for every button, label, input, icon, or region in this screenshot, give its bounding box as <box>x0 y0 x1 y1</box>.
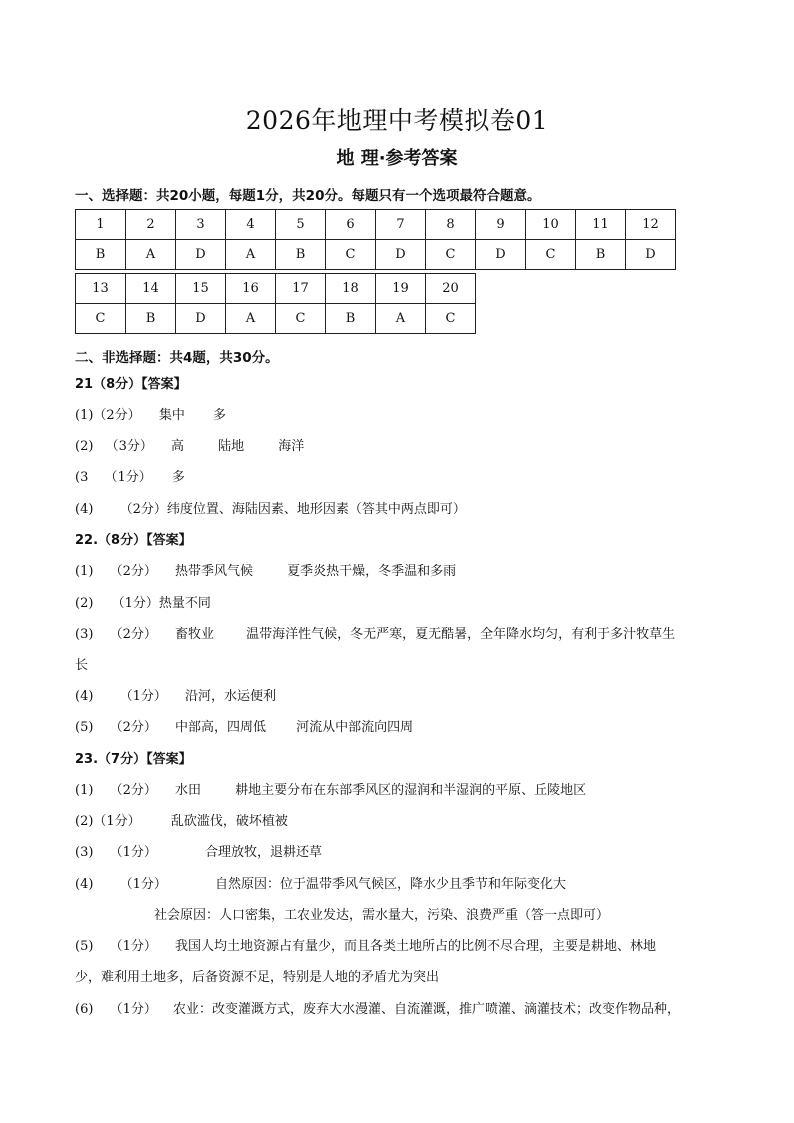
answer-number: (4) <box>75 689 94 704</box>
table-cell: B <box>276 240 326 270</box>
table-cell: 20 <box>426 274 476 304</box>
table-cell: D <box>176 304 226 334</box>
answer-score: （1分） <box>109 1002 157 1017</box>
answer-score: （2分） <box>109 783 157 798</box>
answer-text: 自然原因：位于温带季风气候区，降水少且季节和年际变化大 <box>214 877 566 892</box>
answer-score: （1分） <box>109 845 157 860</box>
answer-text: 多 <box>171 470 185 485</box>
answer-number: (4) <box>75 502 94 517</box>
table-cell: C <box>426 304 476 334</box>
answer-text: 农业：改变灌溉方式，废弃大水漫灌、自流灌溉，推广喷灌、滴灌技术；改变作物品种， <box>172 1002 680 1017</box>
q22-line-2 <box>75 596 211 612</box>
table-cell: 18 <box>326 274 376 304</box>
table-cell: A <box>376 304 426 334</box>
table-cell: 11 <box>576 210 626 240</box>
table-cell: 14 <box>126 274 176 304</box>
q21-line-4 <box>75 502 466 518</box>
table-cell: A <box>126 240 176 270</box>
answer-number: (2) <box>75 439 94 454</box>
table-cell: 3 <box>176 210 226 240</box>
answer-text: 河流从中部流向四周 <box>296 720 414 735</box>
answer-text: （1分）热量不同 <box>111 596 211 611</box>
q23-line-2 <box>75 814 288 830</box>
table-cell: 13 <box>76 274 126 304</box>
table-cell: 2 <box>126 210 176 240</box>
table-cell: B <box>326 304 376 334</box>
answer-text: 海洋 <box>278 439 305 454</box>
table-cell: B <box>126 304 176 334</box>
page-subtitle: 地 理·参考答案 <box>336 148 458 169</box>
answer-text: 多 <box>212 408 226 423</box>
answer-text: 合理放牧，退耕还草 <box>204 845 322 860</box>
answer-text: 高 <box>170 439 184 454</box>
answer-score: （2分） <box>109 564 157 579</box>
answer-text: 热带季风气候 <box>174 564 253 579</box>
answer-score: （3分） <box>105 439 153 454</box>
table-cell: 7 <box>376 210 426 240</box>
table-cell: D <box>176 240 226 270</box>
q21-line-2 <box>75 439 304 455</box>
table-cell: B <box>576 240 626 270</box>
table-cell: 10 <box>526 210 576 240</box>
answer-number: (2)（1分） <box>75 814 141 829</box>
answer-score: （2分） <box>109 720 157 735</box>
q23-line-5 <box>75 939 656 955</box>
table-cell: C <box>276 304 326 334</box>
q21-line-1 <box>75 408 226 424</box>
table-cell: 16 <box>226 274 276 304</box>
answer-table-2 <box>75 273 476 334</box>
answer-number: (3 <box>75 470 89 485</box>
table-cell: 5 <box>276 210 326 240</box>
q22-line-5 <box>75 720 413 736</box>
answer-text: 耕地主要分布在东部季风区的湿润和半湿润的平原、丘陵地区 <box>235 783 587 798</box>
table-cell: A <box>226 304 276 334</box>
q22-line-3 <box>75 627 675 643</box>
section-2-heading: 二、非选择题：共4题，共30分。 <box>75 350 279 366</box>
answer-score: （1分） <box>119 689 167 704</box>
answer-number: (1) <box>75 564 94 579</box>
table-cell: A <box>226 240 276 270</box>
answer-score: （2分） <box>109 627 157 642</box>
q23-heading: 23.（7分）【答案】 <box>75 752 192 767</box>
q21-line-3 <box>75 470 185 486</box>
q23-line-3 <box>75 845 322 861</box>
table-cell: 9 <box>476 210 526 240</box>
q22-line-3-cont: 长 <box>75 658 89 673</box>
answer-text: 夏季炎热干燥，冬季温和多雨 <box>287 564 457 579</box>
table-cell: 19 <box>376 274 426 304</box>
table-cell: C <box>526 240 576 270</box>
table-cell: D <box>626 240 676 270</box>
answer-text: 水田 <box>174 783 201 798</box>
table-cell: C <box>76 304 126 334</box>
q23-line-1 <box>75 783 586 799</box>
table-cell: 4 <box>226 210 276 240</box>
q23-line-4 <box>75 877 566 893</box>
table-cell: D <box>376 240 426 270</box>
table-row-answers <box>76 304 476 334</box>
table-cell: B <box>76 240 126 270</box>
answer-number: (5) <box>75 939 94 954</box>
table-row-answers <box>76 240 676 270</box>
table-cell: 8 <box>426 210 476 240</box>
table-cell: 17 <box>276 274 326 304</box>
table-cell: 12 <box>626 210 676 240</box>
answer-number: (6) <box>75 1002 94 1017</box>
q23-line-4-cont: 社会原因：人口密集，工农业发达，需水量大，污染、浪费严重（答一点即可） <box>154 908 610 923</box>
table-cell: D <box>476 240 526 270</box>
q21-heading: 21（8分）【答案】 <box>75 377 187 392</box>
section-1-heading: 一、选择题：共20小题，每题1分，共20分。每题只有一个选项最符合题意。 <box>75 188 541 204</box>
answer-text: 畜牧业 <box>174 627 214 642</box>
answer-text: （2分）纬度位置、海陆因素、地形因素（答其中两点即可） <box>119 502 466 517</box>
q22-line-1 <box>75 564 456 580</box>
q23-line-6 <box>75 1002 680 1018</box>
table-cell: 6 <box>326 210 376 240</box>
q22-heading: 22.（8分）【答案】 <box>75 533 192 548</box>
answer-score: （1分） <box>109 939 157 954</box>
answer-number: (3) <box>75 627 94 642</box>
answer-text: 乱砍滥伐，破坏植被 <box>170 814 288 829</box>
table-cell: 1 <box>76 210 126 240</box>
answer-text: 中部高，四周低 <box>174 720 266 735</box>
answer-text: 沿河，水运便利 <box>184 689 276 704</box>
answer-score: （1分） <box>104 470 152 485</box>
table-cell: C <box>426 240 476 270</box>
answer-number: (1) <box>75 783 94 798</box>
answer-number: (1)（2分） <box>75 408 141 423</box>
answer-text: 温带海洋性气候，冬无严寒，夏无酷暑，全年降水均匀，有利于多汁牧草生 <box>246 627 676 642</box>
table-cell: C <box>326 240 376 270</box>
table-row-numbers <box>76 210 676 240</box>
table-cell: 15 <box>176 274 226 304</box>
answer-number: (2) <box>75 596 94 611</box>
q23-line-5-cont: 少，难利用土地多，后备资源不足，特别是人地的矛盾尤为突出 <box>75 970 440 985</box>
answer-text: 集中 <box>158 408 185 423</box>
answer-number: (4) <box>75 877 94 892</box>
answer-text: 陆地 <box>218 439 245 454</box>
answer-text: 我国人均土地资源占有量少，而且各类土地所占的比例不尽合理，主要是耕地、林地 <box>174 939 656 954</box>
table-row-numbers <box>76 274 476 304</box>
page-title: 2026年地理中考模拟卷01 <box>245 106 549 135</box>
answer-table-1 <box>75 209 676 270</box>
answer-score: （1分） <box>119 877 167 892</box>
q22-line-4 <box>75 689 276 705</box>
answer-number: (3) <box>75 845 94 860</box>
answer-number: (5) <box>75 720 94 735</box>
